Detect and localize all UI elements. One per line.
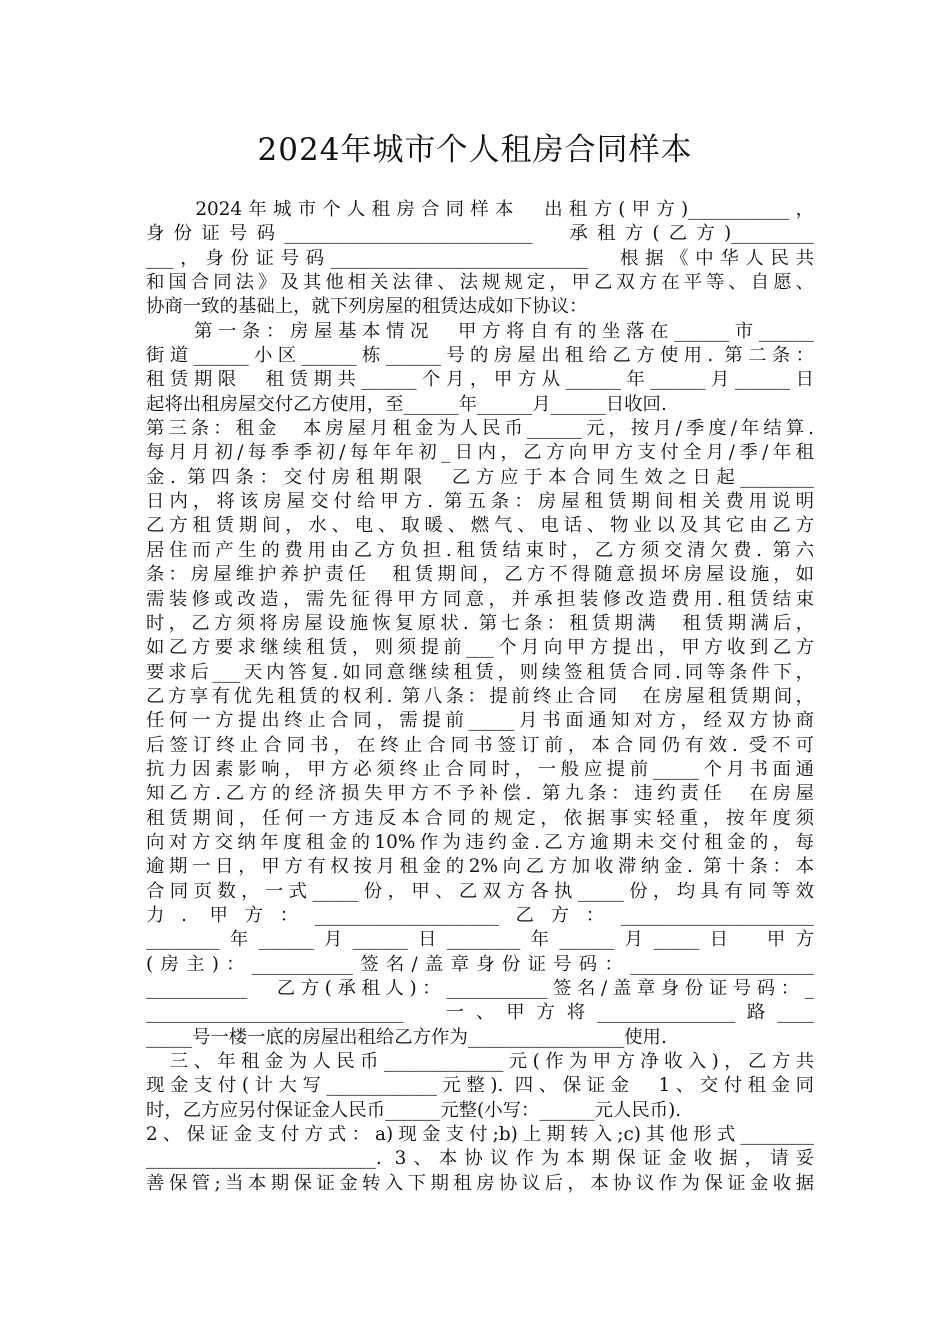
body-line: 向对方交纳年度租金的10%作为违约金.乙方逾期未交付租金的，每	[146, 831, 814, 853]
body-line: 知乙方.乙方的经济损失甲方不予补偿. 第九条：违约责任 在房屋	[146, 783, 814, 805]
body-line: 如乙方要求继续租赁，则须提前___个月向甲方提出，甲方收到乙方	[146, 637, 814, 659]
body-line: (房主)：___________签名/盖章身份证号码：____________________	[146, 953, 814, 975]
body-line: ____________________________ 一、甲方将_______________路____	[146, 1002, 814, 1024]
body-line: 后签订终止合同书，在终止合同书签订前，本合同仍有效. 受不可	[146, 734, 814, 756]
body-line: 第一条：房屋基本情况 甲方将自有的坐落在______市______	[146, 320, 814, 342]
body-line: 居住而产生的费用由乙方负担.租赁结束时，乙方须交清欠费. 第六	[146, 539, 814, 561]
body-line: 抗力因素影响，甲方必须终止合同时，一般应提前_____个月书面通	[146, 758, 814, 780]
body-line: 金. 第四条：交付房租期限 乙方应于本合同生效之日起________	[146, 466, 814, 488]
body-line: ___________ 乙方(承租人)：___________签名/盖章身份证号码：_	[146, 978, 814, 999]
body-line: 2024年城市个人租房合同样本 出租方(甲方)___________，	[146, 199, 814, 220]
body-line: 合同页数，一式_____份，甲、乙双方各执_____份，均具有同等效	[146, 880, 814, 902]
body-line: 日内，将该房屋交付给甲方. 第五条：房屋租赁期间相关费用说明	[146, 491, 814, 513]
body-line: 现金支付(计大写____________元整). 四、保证金 1、交付租金同	[146, 1075, 814, 1097]
body-line: 力. 甲方：____________________乙方：_____________________	[146, 904, 814, 926]
body-line: 任何一方提出终止合同，需提前_____月书面通知对方，经双方协商	[146, 710, 814, 732]
body-line: 逾期一日，甲方有权按月租金的2%向乙方加收滞纳金. 第十条：本	[146, 856, 814, 878]
document-title: 2024年城市个人租房合同样本	[257, 132, 693, 168]
body-line: 乙方租赁期间，水、电、取暖、燃气、电话、物业以及其它由乙方	[146, 515, 814, 537]
body-line: 和国合同法》及其他相关法律、法规规定，甲乙双方在平等、自愿、	[146, 272, 814, 294]
body-line: 条：房屋维护养护责任 租赁期间，乙方不得随意损坏房屋设施，如	[146, 564, 814, 586]
body-line: ________年______月______日________年______月_____日 甲方	[146, 929, 814, 951]
body-line: 租赁期限 租赁期共______个月，甲方从______年______月______日	[146, 369, 814, 391]
body-line: ___，身份证号码____________________________ 根据《中华人民共	[146, 247, 814, 269]
body-line: 2、保证金支付方式：a)现金支付;b)上期转入;c)其他形式________	[146, 1124, 814, 1146]
body-line: 需装修或改造，需先征得甲方同意，并承担装修改造费用.租赁结束	[146, 588, 814, 610]
body-line: 时，乙方须将房屋设施恢复原状. 第七条：租赁期满 租赁期满后，	[146, 612, 814, 634]
body-line: 每月月初/每季季初/每年年初_日内，乙方向甲方支付全月/季/年租	[146, 442, 814, 464]
body-line: 身份证号码___________________________ 承租方(乙方)_________	[146, 223, 814, 245]
body-line: 协商一致的基础上，就下列房屋的租赁达成如下协议：	[146, 296, 588, 318]
body-line: _____号一楼一底的房屋出租给乙方作为_________________使用.	[146, 1026, 667, 1048]
body-line: 街道______小区______栋______号的房屋出租给乙方使用. 第二条：	[146, 345, 814, 367]
body-line: 时，乙方应另付保证金人民币______元整(小写：______元人民币).	[146, 1099, 682, 1121]
body-line: _________________________. 3、本协议作为本期保证金收据，请妥	[146, 1148, 814, 1170]
body-line: 善保管;当本期保证金转入下期租房协议后，本协议作为保证金收据	[146, 1172, 814, 1194]
body-line: 起将出租房屋交付乙方使用，至______年______月______日收回.	[146, 393, 667, 415]
body-line: 乙方享有优先租赁的权利. 第八条：提前终止合同 在房屋租赁期间，	[146, 685, 814, 707]
body-line: 三、年租金为人民币_____________元(作为甲方净收入)，乙方共	[146, 1051, 814, 1073]
body-line: 第三条：租金 本房屋月租金为人民币______元，按月/季度/年结算.	[146, 418, 814, 440]
body-line: 租赁期间，任何一方违反本合同的规定，依据事实轻重，按年度须	[146, 807, 814, 829]
body-line: 要求后___天内答复.如同意继续租赁，则续签租赁合同.同等条件下，	[146, 661, 814, 683]
document-body	[146, 198, 814, 1196]
